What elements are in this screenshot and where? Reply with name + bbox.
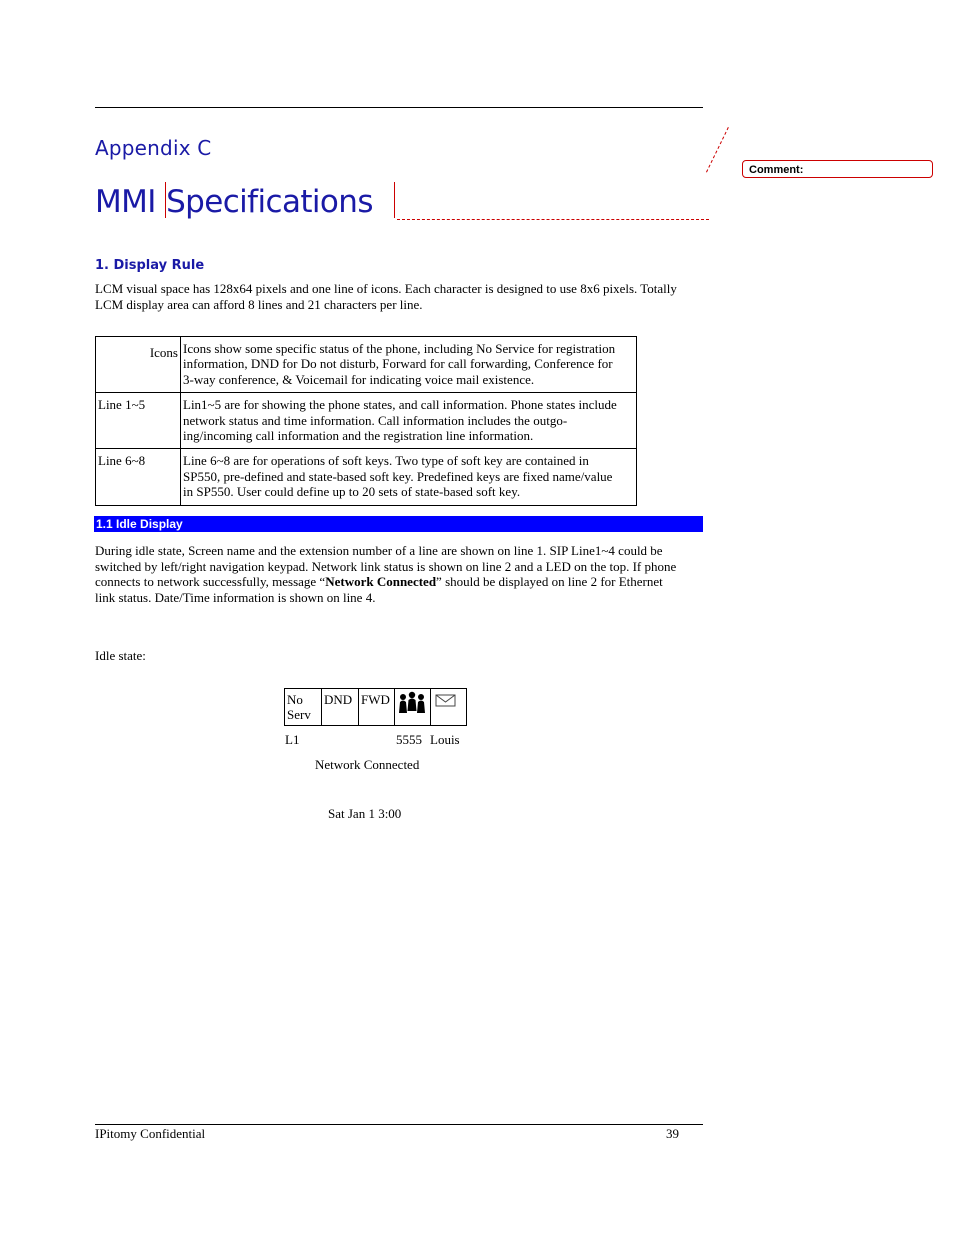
table-cell-description [181, 393, 637, 449]
dnd-icon: DND [322, 689, 359, 726]
cell-line: in SP550. User could define up to 20 sets of state-based soft key. [183, 484, 521, 500]
cell-line: Lin1~5 are for showing the phone states, and call information. Phone states include [183, 397, 617, 413]
title-part1: MMI [95, 184, 166, 220]
icon-text: Serv [287, 707, 311, 722]
para-text: ” should be displayed on line 2 for Ethernet [436, 574, 663, 590]
lcm-line2-status: Network Connected [315, 757, 420, 772]
cell-line: Icons show some specific status of the phone, including No Service for registration [183, 341, 616, 356]
table-cell-label: Line 1~5 [96, 393, 181, 449]
comment-balloon[interactable]: Comment: [742, 160, 933, 178]
envelope-icon [434, 693, 458, 709]
table-cell-label: Icons [96, 337, 181, 393]
para-text: connects to network successfully, message “ [95, 574, 326, 590]
cell-line: SP550, pre-defined and state-based soft key. Predefined keys are fixed name/value [183, 468, 613, 484]
section-heading-idle-display: 1.1 Idle Display [94, 516, 703, 532]
idle-state-label: Idle state: [95, 648, 146, 663]
intro-line: LCM display area can afford 8 lines and 21 characters per line. [95, 296, 423, 312]
fwd-icon: FWD [359, 689, 395, 726]
lcm-line1-left: L1 [285, 732, 300, 747]
voicemail-icon [431, 689, 467, 726]
display-rule-table [95, 336, 637, 506]
page-number: 39 [666, 1126, 679, 1141]
para-line: During idle state, Screen name and the extension number of a line are shown on line 1. SIP Line1~4 could be [95, 543, 663, 558]
icon-row [285, 689, 467, 726]
no-service-icon [285, 689, 322, 726]
appendix-label: Appendix C [95, 136, 212, 160]
title-part2: Specifications [166, 184, 373, 220]
table-cell-description [181, 449, 637, 505]
para-line: switched by left/right navigation keypad. Network link status is shown on line 2 and a LED on the top. If phone [95, 558, 677, 574]
lcm-line1-name: Louis [430, 732, 460, 747]
para-line [95, 574, 703, 590]
para-bold: Network Connected [325, 574, 437, 590]
table-cell-label: Line 6~8 [96, 449, 181, 505]
cell-line: Line 6~8 are for operations of soft keys. Two type of soft key are contained in [183, 453, 589, 469]
table-cell-description [181, 337, 637, 393]
para-line: link status. Date/Time information is shown on line 4. [95, 589, 376, 605]
idle-display-paragraph [95, 543, 703, 605]
edit-marker-end [394, 182, 395, 218]
comment-connector-diagonal [706, 127, 729, 172]
comment-connector [397, 219, 709, 220]
conference-icon [395, 689, 431, 726]
intro-line: LCM visual space has 128x64 pixels and one line of icons. Each character is designed to use 8x6 pixels. Totally [95, 281, 677, 296]
lcm-line1-extension: 5555 [396, 732, 422, 747]
table-row [96, 449, 637, 505]
section-heading-display-rule: 1. Display Rule [95, 258, 205, 273]
footer-confidential: IPitomy Confidential [95, 1126, 206, 1141]
lcm-icon-row [284, 688, 467, 726]
table-row [96, 393, 637, 449]
cell-line: information, DND for Do not disturb, Forward for call forwarding, Conference for [183, 356, 613, 372]
display-rule-intro [95, 281, 703, 312]
lcm-line4-datetime: Sat Jan 1 3:00 [328, 806, 402, 821]
cell-line: 3-way conference, & Voicemail for indicating voice mail existence. [183, 371, 535, 387]
footer-rule [95, 1124, 703, 1125]
icon-text: No [287, 692, 303, 707]
cell-line: ing/incoming call information and the registration line information. [183, 428, 534, 444]
table-row [96, 337, 637, 393]
conference-icon-graphic [396, 691, 428, 717]
header-rule [95, 107, 703, 108]
cell-line: network status and time information. Call information includes the outgo- [183, 412, 568, 428]
page-title [95, 182, 373, 220]
